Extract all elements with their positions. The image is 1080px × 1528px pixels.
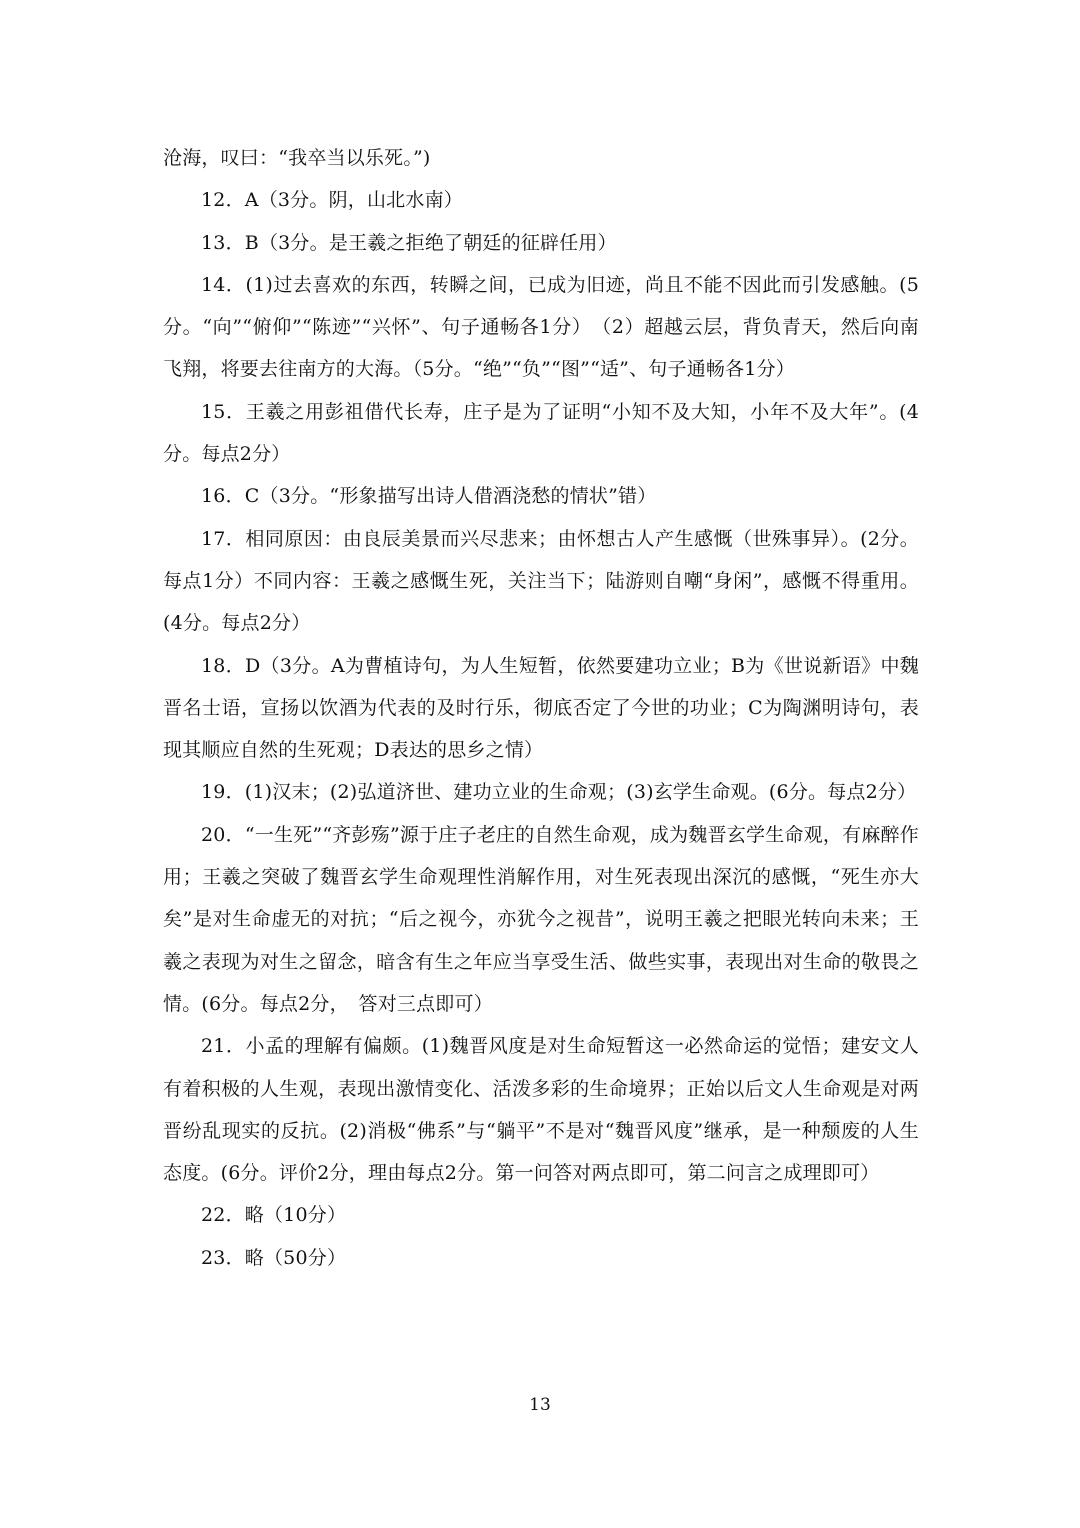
page-number: 13 [529, 1395, 551, 1415]
answer-20: 20．“一生死”“齐彭殇”源于庄子老庄的自然生命观，成为魏晋玄学生命观，有麻醉作用；王羲之突破了魏晋玄学生命观理性消解作用，对生死表现出深沉的感慨，“死生亦大矣”是对生命虚无的对抗；“后之视今，亦犹今之视昔”，说明王羲之把眼光转向未来；王羲之表现为对生之留念，暗含有生之年应当享受生活、做些实事，表现出对生命的敬畏之情。(6分。每点2分， 答对三点即可） [163, 823, 919, 1015]
answer-14: 14．(1)过去喜欢的东西，转瞬之间，已成为旧迹，尚且不能不因此而引发感触。(5分。“向”“俯仰”“陈迹”“兴怀”、句子通畅各1分） （2）超越云层，背负青天，然后向南飞翔，将要去往南方的大海。（5分。“绝”“负”“图”“适”、句子通畅各1分） [163, 273, 919, 381]
answer-12: 12．A（3分。阴，山北水南） [201, 189, 463, 212]
answer-key-content [163, 137, 919, 1279]
answer-16: 16．C（3分。“形象描写出诗人借酒浇愁的情状”错） [201, 485, 657, 508]
answer-23: 23．略（50分） [201, 1246, 347, 1269]
answer-21: 21．小孟的理解有偏颇。(1)魏晋风度是对生命短暂这一必然命运的觉悟；建安文人有着积极的人生观，表现出激情变化、活泼多彩的生命境界；正始以后文人生命观是对两晋纷乱现实的反抗。(2)消极“佛系”与“躺平”不是对“魏晋风度”继承，是一种颓废的人生态度。(6分。评价2分，理由每点2分。第一问答对两点即可，第二问言之成理即可） [163, 1035, 919, 1185]
answer-17: 17．相同原因：由良辰美景而兴尽悲来；由怀想古人产生感慨（世殊事异）。(2分。每点1分）不同内容：王羲之感慨生死，关注当下；陆游则自嘲“身闲”，感慨不得重用。(4分。每点2分） [163, 527, 919, 635]
answer-18: 18．D（3分。A为曹植诗句，为人生短暂，依然要建功立业；B为《世说新语》中魏晋名士语，宣扬以饮酒为代表的及时行乐，彻底否定了今世的功业；C为陶渊明诗句，表现其顺应自然的生死观；D表达的思乡之情） [163, 654, 919, 762]
answer-15: 15．王羲之用彭祖借代长寿，庄子是为了证明“小知不及大知，小年不及大年”。(4分。每点2分） [163, 400, 919, 466]
answer-19: 19．(1)汉末；(2)弘道济世、建功立业的生命观；(3)玄学生命观。(6分。每点2分） [201, 781, 917, 804]
paragraph-continuation: 沧海，叹曰：“我卒当以乐死。”) [163, 147, 431, 169]
answer-13: 13．B（3分。是王羲之拒绝了朝廷的征辟任用） [201, 231, 617, 254]
answer-22: 22．略（10分） [201, 1204, 347, 1227]
